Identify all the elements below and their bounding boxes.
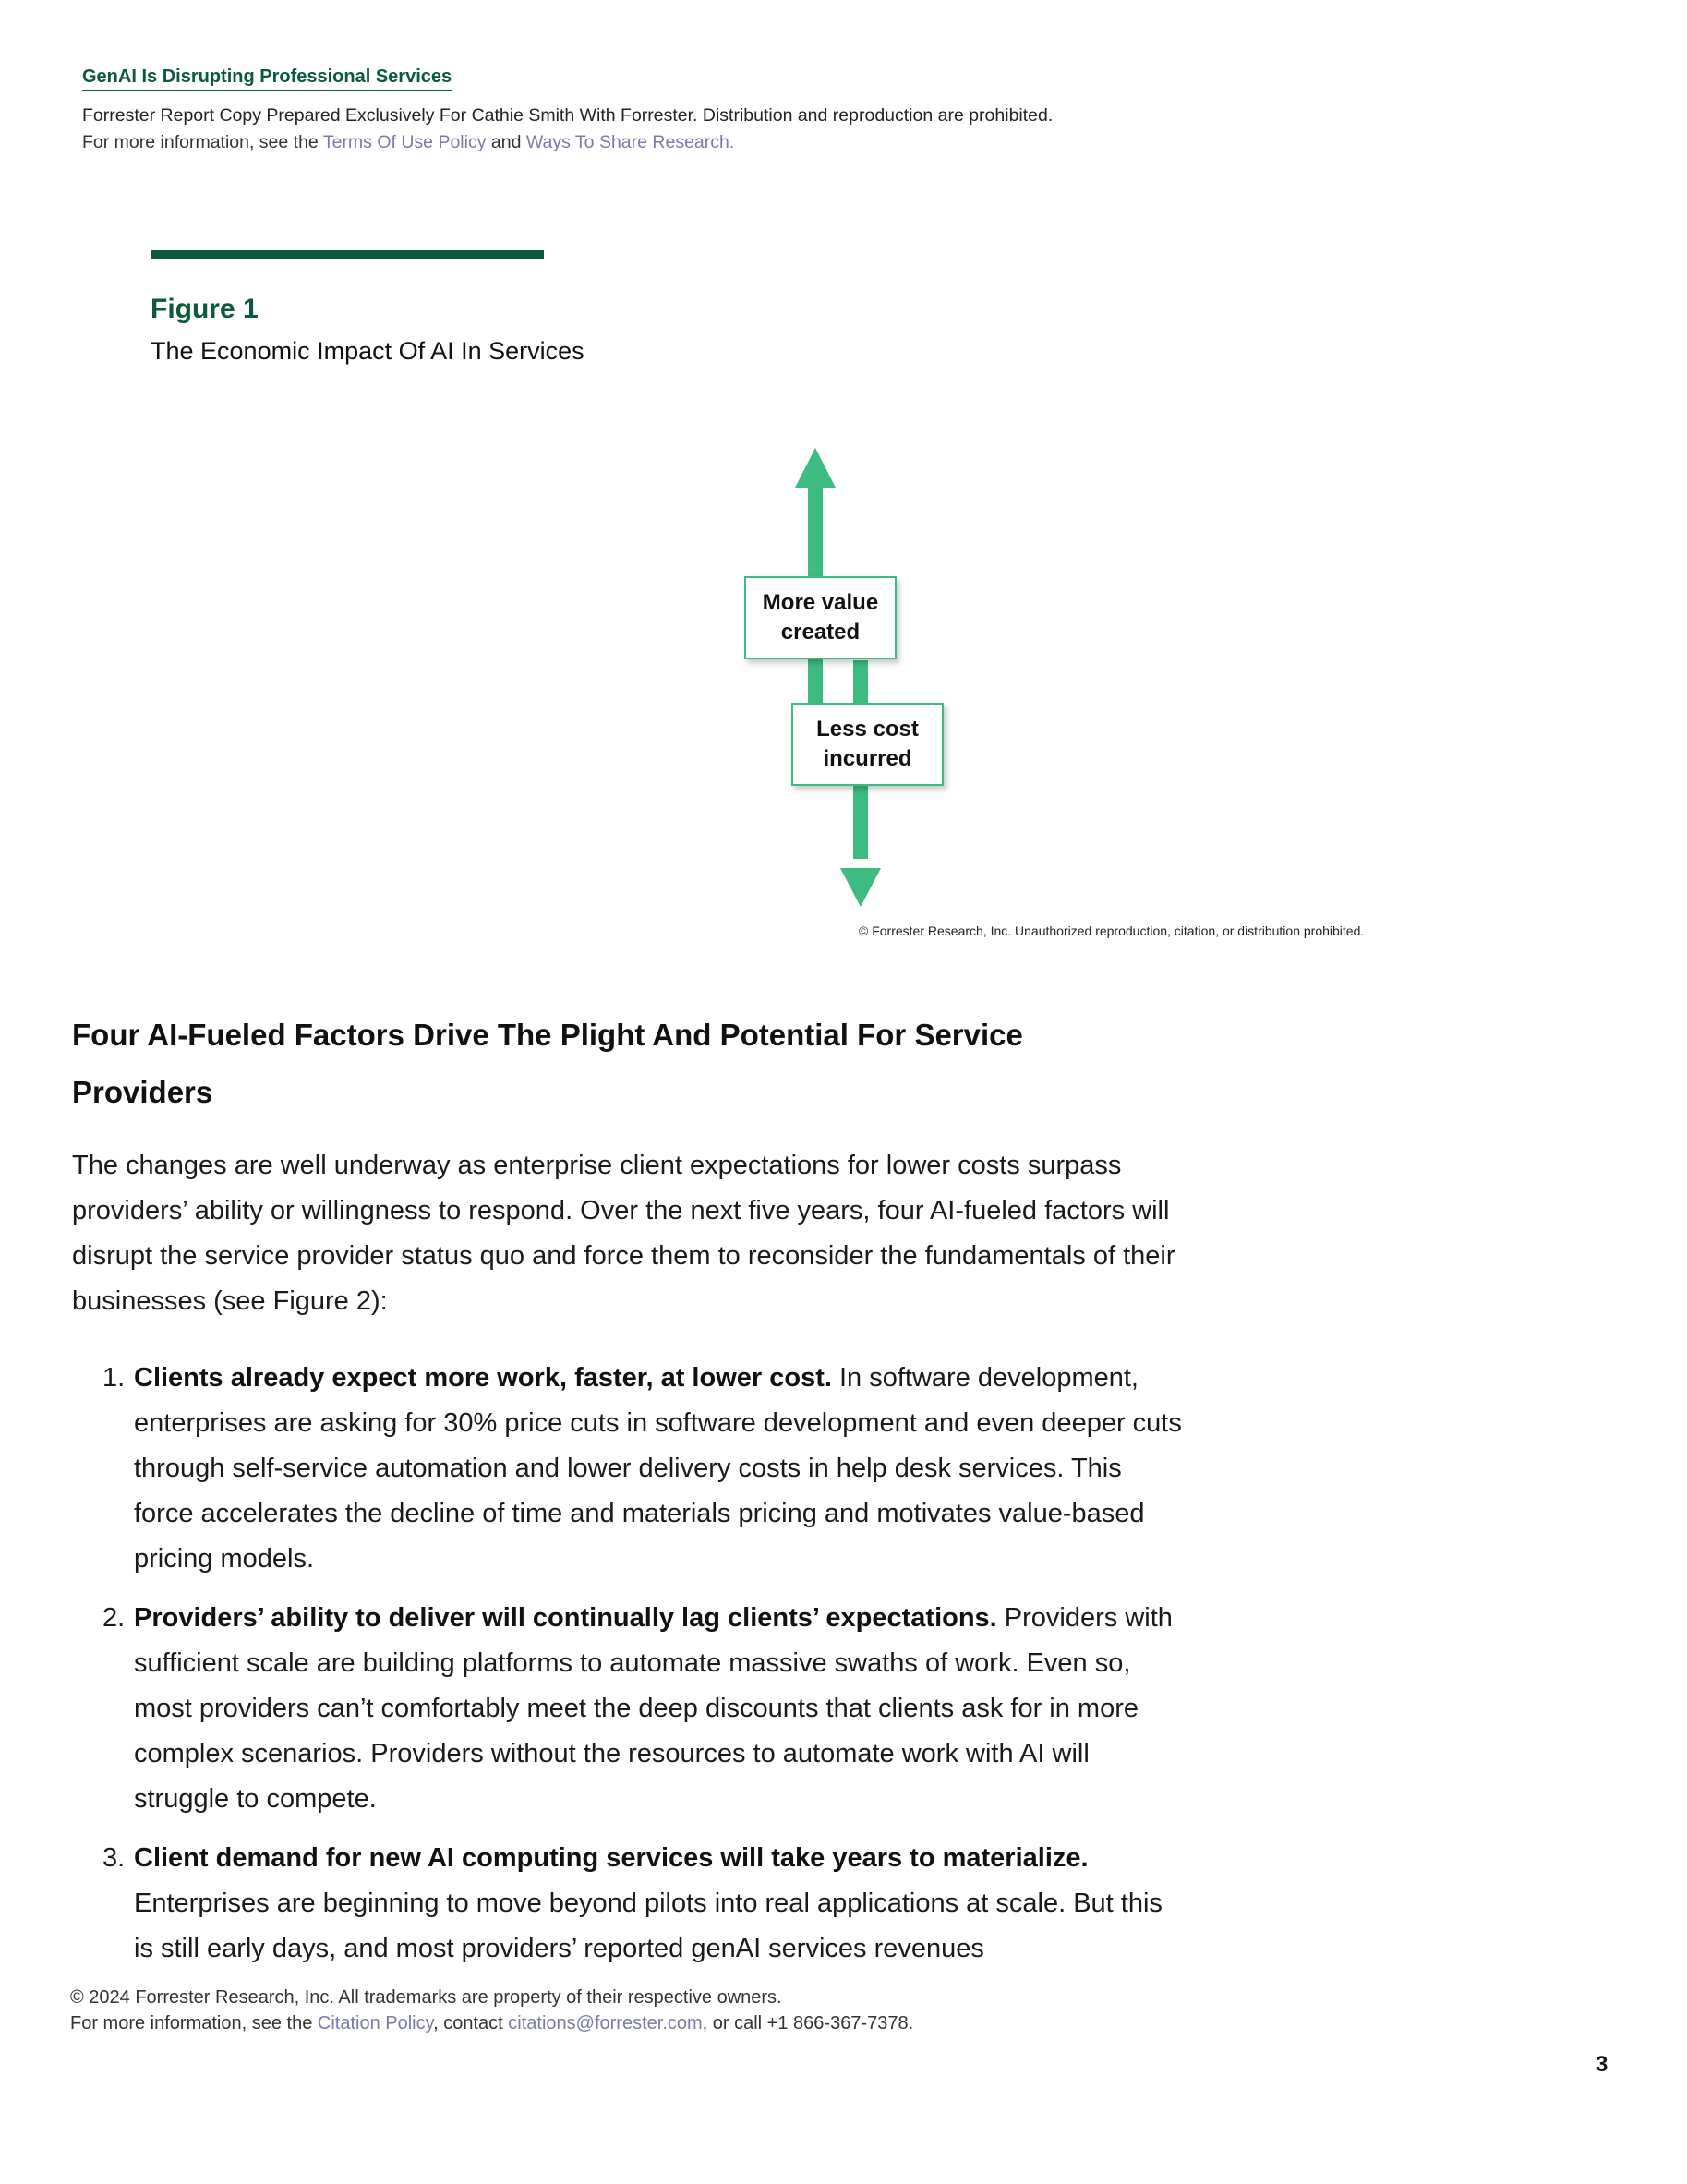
list-item-number: 3. xyxy=(102,1843,126,1873)
intro-paragraph: The changes are well underway as enterprise client expectations for lower costs surpass providers’ ability or willingness to respond. Over the next five years, four AI-fueled factors will disrupt the service provider status quo and force them to reconsider the fundamentals of their businesses (see Figure 2): xyxy=(72,1151,1175,1316)
terms-of-use-link[interactable]: Terms Of Use Policy xyxy=(322,132,487,152)
footer-suffix: , or call +1 866-367-7378. xyxy=(702,2013,914,2033)
list-item xyxy=(102,1356,1187,1582)
distribution-notice: Forrester Report Copy Prepared Exclusively For Cathie Smith With Forrester. Distribution and reproduction are prohibited. xyxy=(82,105,1054,126)
less-cost-line2: incurred xyxy=(823,746,912,771)
more-value-box xyxy=(744,576,897,659)
footer-copyright: © 2024 Forrester Research, Inc. All trademarks are property of their respective owners. xyxy=(70,1987,782,2008)
section-heading: Four AI-Fueled Factors Drive The Plight And Potential For Service Providers xyxy=(72,1018,1023,1109)
list-item-text: Providers with sufficient scale are building platforms to automate massive swaths of work. Even so, most providers can’t comfortably meet the deep discounts that clients ask for in more complex scenarios. Providers without the resources to automate work with AI will struggle to compete. xyxy=(134,1603,1173,1814)
document-title-link[interactable]: GenAI Is Disrupting Professional Services xyxy=(82,66,452,91)
less-cost-line1: Less cost xyxy=(816,717,919,742)
figure-rule xyxy=(151,250,544,259)
list-item-lead: Providers’ ability to deliver will continually lag clients’ expectations. xyxy=(134,1603,997,1633)
list-item-number: 2. xyxy=(102,1603,126,1633)
citations-email-link[interactable]: citations@forrester.com xyxy=(508,2013,703,2033)
more-value-line1: More value xyxy=(762,590,879,615)
list-item xyxy=(102,1596,1187,1822)
more-value-line2: created xyxy=(780,620,861,645)
footer-prefix: For more information, see the xyxy=(70,2013,318,2033)
less-cost-box xyxy=(791,703,944,786)
notice-and: and xyxy=(486,132,526,152)
footer-contact xyxy=(70,2013,913,2034)
figure-label: Figure 1 xyxy=(151,294,259,324)
citation-policy-link[interactable]: Citation Policy xyxy=(317,2013,434,2033)
figure-copyright: © Forrester Research, Inc. Unauthorized reproduction, citation, or distribution prohibited. xyxy=(859,923,1365,938)
list-item-lead: Client demand for new AI computing services will take years to materialize. xyxy=(134,1843,1089,1873)
footer-mid: , contact xyxy=(433,2013,509,2033)
list-item-text: Enterprises are beginning to move beyond pilots into real applications at scale. But this is still early days, and most providers’ reported genAI services revenues xyxy=(134,1888,1163,1963)
page-number: 3 xyxy=(1596,2052,1609,2077)
more-info-notice xyxy=(82,132,734,153)
list-item xyxy=(102,1836,1187,1972)
list-item-lead: Clients already expect more work, faster, at lower cost. xyxy=(134,1363,832,1393)
notice-prefix: For more information, see the xyxy=(82,132,323,152)
figure-title: The Economic Impact Of AI In Services xyxy=(151,337,584,365)
ways-to-share-link[interactable]: Ways To Share Research. xyxy=(525,132,735,152)
impact-diagram xyxy=(720,439,942,919)
list-item-text: In software development, enterprises are asking for 30% price cuts in software development and even deeper cuts through self-service automation and lower delivery costs in help desk services. This force accelerates the decline of time and materials pricing and motivates value-based pricing models. xyxy=(134,1363,1182,1574)
list-item-number: 1. xyxy=(102,1363,126,1393)
